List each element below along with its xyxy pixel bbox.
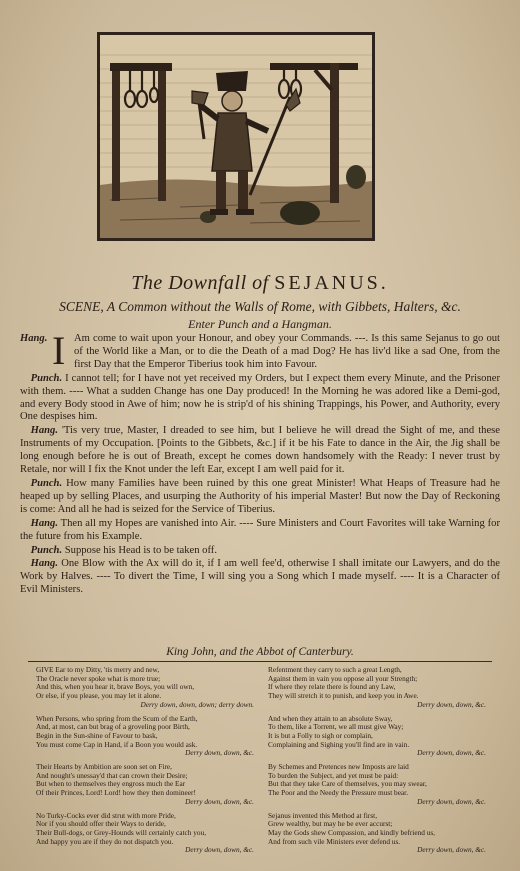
chorus-line: Derry down, down, &c. (417, 748, 486, 758)
dialogue-line (20, 328, 500, 373)
verse-line: Begin in the Sun-shine of Favour to bask, (36, 731, 158, 740)
verse-line: Refentment they carry to such a great Length, (268, 666, 402, 674)
chorus-line: Derry down, down, &c. (185, 845, 254, 855)
title-prefix: The Downfall of (131, 272, 269, 294)
dialogue-line (20, 425, 500, 477)
verse-line: Of their Princes, Lord! Lord! how they then domineer! (36, 789, 196, 798)
chorus-line: Derry down, down, &c. (185, 748, 254, 758)
song-column-right (268, 666, 496, 860)
verse-line: They will stretch it to punish, and keep you in Awe. (268, 692, 419, 701)
stanza-gap (268, 855, 496, 860)
dialogue-text: Suppose his Head is to be taken off. (64, 544, 217, 556)
verse-line: Their Bull-dogs, or Grey-Hounds will certainly catch you, (36, 828, 207, 837)
verse-line: When Persons, who spring from the Scum of the Earth, (36, 714, 198, 723)
speaker-label: Hang. (30, 558, 58, 570)
dialogue-line (20, 373, 500, 425)
verse-line: But when to themselves they engross much the Ear (36, 780, 186, 789)
dialogue-text: How many Families have been ruined by this one great Minister! What Heaps of Treasure had he heaped up by selling Places, and usurping the Authority of his imperial Master! But now the Day of Reckoning is come: And all he had is seized for the Service of Tiberius. (20, 477, 500, 515)
verse-line: Or else, if you please, you may let it alone. (36, 692, 162, 701)
dialogue-text: One Blow with the Ax will do it, if I am well fee'd, otherwise I shall imitate our Lawyers, and do the Work by Halves. ---- To divert the Time, I will sing you a Song which I made myself. ---- It is a Character of Evil Ministers. (20, 558, 500, 596)
woodcut-illustration (97, 32, 375, 241)
verse-line: And, at most, can but brag of a groveling poor Birth, (36, 723, 190, 732)
chorus-line: Derry down, down, &c. (417, 845, 486, 855)
gallows-hangman-image (100, 35, 372, 238)
chorus-line: Derry down, down, &c. (417, 699, 486, 709)
chorus-line: Derry down, down, &c. (417, 796, 486, 806)
title-name: SEJANUS. (274, 272, 389, 294)
dialogue-text: Then all my Hopes are vanished into Air. ---- Sure Ministers and Court Favorites will take Warning for the future from his Example. (20, 517, 500, 542)
verse-line: No Turky-Cocks ever did strut with more Pride, (36, 811, 176, 820)
speaker-label: Hang. (30, 425, 58, 437)
dialogue-line (20, 478, 500, 517)
verse-line: You must come Cap in Hand, if a Boon you would ask. (36, 740, 198, 749)
verse-line: And from such vile Ministers ever defend us. (268, 837, 401, 846)
dialogue-text: I cannot tell; for I have not yet received my Orders, but I expect them every Minute, and the Prisoner with them. ---- What a sudden Change has one Day produced! In the Morning he was adored like a Demi-god, and every Body stood in Awe of him; now he is strip'd of his shining Trappings, his Power, and Authority, every One despises him. (20, 372, 500, 423)
verse-line: And this, when you hear it, brave Boys, you will own, (36, 683, 195, 692)
speaker-label: Punch. (30, 477, 63, 489)
verse-line: The Oracle never spoke what is more true; (36, 674, 161, 683)
verse-line: And happy you are if they do not dispatch you. (36, 837, 174, 846)
chorus-line: Derry down, down, &c. (185, 796, 254, 806)
stanza-gap (36, 855, 264, 860)
dialogue-body (20, 328, 500, 598)
verse-line: Grew wealthy, but may he be ever accurst; (268, 820, 393, 829)
page-title (0, 272, 520, 295)
chorus-line: Derry down, down, down; derry down. (140, 699, 254, 709)
speaker-label: Punch. (30, 372, 63, 384)
dialogue-line (20, 558, 500, 597)
speaker-label: Hang. (30, 517, 58, 529)
verse-line: But that they take Care of themselves, you may swear, (268, 780, 427, 789)
divider (28, 661, 492, 662)
dialogue-line (20, 545, 500, 558)
song-column-left (36, 666, 264, 860)
verse-line: By Schemes and Pretences new Imposts are laid (268, 763, 409, 772)
dialogue-text: Am come to wait upon your Honour, and obey your Commands. ---. Is this same Sejanus to go out of the World like a Man, or to die the Death of a mad Dog? He has liv'd like a sad One, from the first Day that the Emperor Tiberius took him into Favour. (74, 333, 500, 370)
verse-line: To them, like a Torrent, we all must give Way; (268, 723, 404, 732)
verse-line: And when they attain to an absolute Sway, (268, 714, 393, 723)
verse-line: Their Hearts by Ambition are soon set on Fire, (36, 763, 172, 772)
verse-line: It is but a Folly to sigh or complain, (268, 731, 373, 740)
verse-line: Nor if you should offer their Ways to deride, (36, 820, 166, 829)
verse-line: If where they relate there is found any Law, (268, 683, 396, 692)
dialogue-text: 'Tis very true, Master, I dreaded to see him, but I believe he will dread the Sight of me, and these Instruments of my Occupation. [Points to the Gibbets, &c.] if it be his Fate to dance in the Air, the Jig shall be long enough before he is out of Breath, except he comes down handsomely with the Ready: I never trust by Retale, nor will I fix the Knot under the left Ear, except I am well paid for it. (20, 425, 500, 476)
verse-line: GIVE Ear to my Ditty, 'tis merry and new, (36, 666, 160, 674)
verse-line: Complaining and Sighing you'll find are in vain. (268, 740, 410, 749)
verse-line: May the Gods shew Compassion, and kindly befriend us, (268, 828, 435, 837)
verse-line: The Poor and the Needy the Pressure must bear. (268, 789, 409, 798)
scene-heading: SCENE, A Common without the Walls of Rome, with Gibbets, Halters, &c. (59, 299, 461, 314)
verse-line: To burden the Subject, and yet must be paid: (268, 771, 399, 780)
verse-line: Sejanus invented this Method at first, (268, 811, 378, 820)
speaker-label: Punch. (30, 544, 63, 556)
verse-line: And nought's unessay'd that can crown their Desire; (36, 771, 188, 780)
verse-line: Against them in vain you oppose all your Strength; (268, 674, 418, 683)
stage-direction: Enter Punch and a Hangman. (188, 317, 332, 331)
drop-cap: I (52, 328, 66, 373)
song-title: King John, and the Abbot of Canterbury. (166, 646, 354, 658)
speaker-label: Hang. (20, 333, 48, 344)
dialogue-line (20, 518, 500, 544)
